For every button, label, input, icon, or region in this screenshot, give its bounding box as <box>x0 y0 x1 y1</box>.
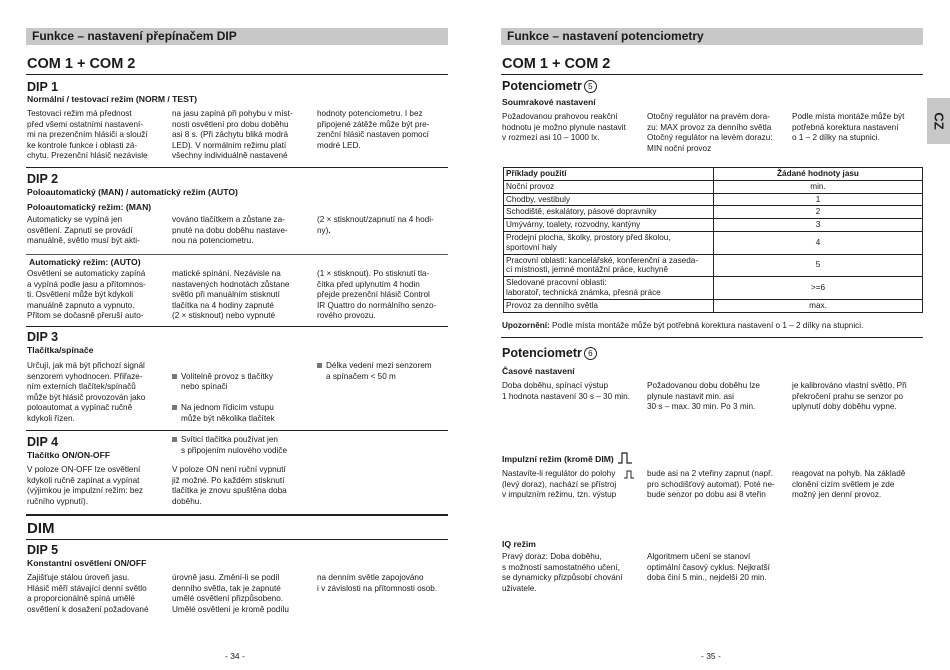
divider <box>26 167 448 168</box>
table-cell: 2 <box>714 206 923 219</box>
section-banner: Funkce – nastavení přepínačem DIP <box>26 28 448 45</box>
table-header-row <box>504 168 923 181</box>
divider <box>501 74 923 75</box>
pot6-text-col1: Doba doběhu, spínací výstup 1 hodnota nastavení 30 s – 30 min. <box>502 381 630 401</box>
iq-text-col2: Algoritmem učení se stanoví optimální časový cyklus. Nejkratší doba činí 5 min., nejdelší 20 min. <box>647 552 770 583</box>
square-bullet-icon <box>172 437 177 442</box>
page-number: - 34 - <box>225 651 245 661</box>
table-cell: 5 <box>714 254 923 277</box>
table-cell: 3 <box>714 219 923 232</box>
table-row <box>504 231 923 254</box>
table-row <box>504 180 923 193</box>
auto-text-col2: matické spínání. Nezávisle na nastavených hodnotách zůstane světlo při manuálním stisknutí tlačítka na 4 hodiny zapnuté (2 × stisknout) nebo vypnuté <box>172 269 290 321</box>
dip5-text-col1: Zajišťuje stálou úroveň jasu. Hlásič měří stávající denní světlo a proporcionálně spíná umělé osvětlení k dosažení požadované <box>27 573 149 614</box>
table-cell: Umývárny, toalety, rozvodny, kantýny <box>504 219 714 232</box>
dip1-subtitle: Normální / testovací režim (NORM / TEST) <box>27 94 197 104</box>
table-row <box>504 206 923 219</box>
divider <box>26 430 448 431</box>
divider <box>501 337 923 338</box>
list-item: Na jednom řídicím vstupu může být několika tlačítek <box>172 403 317 424</box>
table-cell: >=6 <box>714 277 923 300</box>
pot6-text-col3: je kalibrováno vlastní světlo. Při překročení prahu se senzor po uplynutí doby doběhu vypne. <box>792 381 907 412</box>
table-cell: Schodiště, eskalátory, pásové dopravníky <box>504 206 714 219</box>
square-bullet-icon <box>172 374 177 379</box>
table-cell: Prodejní plocha, školky, prostory před školou, sportovní haly <box>504 231 714 254</box>
pot6-subtitle: Časové nastavení <box>502 366 575 376</box>
list-item: Svíticí tlačítka používat jen s připojením nulového vodiče <box>172 435 317 456</box>
table-row <box>504 299 923 312</box>
dip1-text-col1: Testovací režim má přednost před všemi ostatními nastavení- mi na prezenčním hlásiči a slouží ke kontrole funkce i oblasti zá- chytu. Prezenční hlásič nezávisle <box>27 109 148 161</box>
table-row <box>504 254 923 277</box>
table-row <box>504 193 923 206</box>
dip5-subtitle: Konstantní osvětlení ON/OFF <box>27 558 147 568</box>
impulse-text-col1: Nastavíte-li regulátor do polohy (levý doraz), nachází se přístroj v impulzním režimu, tzn. výstup <box>502 469 617 500</box>
dip2-title: DIP 2 <box>27 172 59 186</box>
auto-text-col3: (1 × stisknout). Po stisknutí tla- čítka před uplynutím 4 hodin přejde prezenční hlásič Control IR Quattro do normálního senzo- rového provozu. <box>317 269 437 321</box>
pot5-text-col3: Podle místa montáže může být potřebná korektura nastavení o 1 – 2 dílky na stupnici. <box>792 112 905 143</box>
iq-title: IQ režim <box>502 539 536 549</box>
divider <box>26 514 448 516</box>
table-cell: Provoz za denního světla <box>504 299 714 312</box>
table-row <box>504 277 923 300</box>
pulse-icon <box>617 452 633 464</box>
table-cell: Pracovní oblasti: kancelářské, konferenční a zaseda- cí místnosti, jemné montážní práce, kuchyně <box>504 254 714 277</box>
pot5-title: Potenciometr 5 <box>502 79 597 93</box>
man-text-col1: Automaticky se vypíná jen osvětlení. Zapnutí se provádí manuálně, světlo musí být akti- <box>27 215 140 246</box>
iq-text-col1: Pravý doraz: Doba doběhu, s možností samostatného učení, se dynamicky přizpůsobí chování uživatele. <box>502 552 623 593</box>
pot5-text-col2: Otočný regulátor na pravém dora- zu: MAX provoz za denního světla Otočný regulátor na levém dorazu: MIN noční provoz <box>647 112 773 153</box>
note: Upozornění: Podle místa montáže může být potřebná korektura nastavení o 1 – 2 dílky na stupnici. <box>502 321 864 330</box>
dip4-subtitle: Tlačítko ON/ON-OFF <box>27 450 111 460</box>
table-cell: max. <box>714 299 923 312</box>
dip5-text-col3: na denním světle zapojováno i v závislosti na přítomnosti osob. <box>317 573 438 593</box>
section-banner: Funkce – nastavení potenciometry <box>501 28 923 45</box>
dip1-text-col2: na jasu zapíná při pohybu v míst- nosti osvětlení pro dobu doběhu asi 8 s. (Při záchytu bliká modrá LED). V normálním režimu platí všechny individuálně nastavené <box>172 109 293 161</box>
com-title: COM 1 + COM 2 <box>502 56 611 72</box>
list-item: Volitelně provoz s tlačítky nebo spínači <box>172 372 317 393</box>
man-mode-title: Poloautomatický režim: (MAN) <box>27 202 152 212</box>
pot6-text-col2: Požadovanou dobu doběhu lze plynule nastavit min. asi 30 s – max. 30 min. Po 3 min. <box>647 381 760 412</box>
divider <box>26 326 448 327</box>
table-cell: Sledované pracovní oblasti: laboratoř, technická známka, přesná práce <box>504 277 714 300</box>
table-cell: 1 <box>714 193 923 206</box>
dip3-bullet-list <box>172 361 317 467</box>
pot5-subtitle: Soumrakové nastavení <box>502 97 596 107</box>
page-number: - 35 - <box>701 651 721 661</box>
divider <box>26 74 448 75</box>
table-row <box>504 219 923 232</box>
dip3-title: DIP 3 <box>27 330 59 344</box>
pot6-title: Potenciometr 6 <box>502 346 597 360</box>
dip3-subtitle: Tlačítka/spínače <box>27 345 94 355</box>
circled-number-icon: 5 <box>584 80 597 93</box>
language-side-tab: CZ <box>927 98 950 144</box>
dim-title: DIM <box>27 520 55 537</box>
circled-number-icon: 6 <box>584 347 597 360</box>
auto-mode-title: Automatický režim: (AUTO) <box>29 257 141 267</box>
dip4-text-col2: V poloze ON není ruční vypnutí již možné. Po každém stisknutí tlačítka je znovu spuštěna doba doběhu. <box>172 465 287 506</box>
square-bullet-icon <box>172 405 177 410</box>
divider <box>26 254 448 255</box>
square-bullet-icon <box>317 363 322 368</box>
auto-text-col1: Osvětlení se automaticky zapíná a vypíná podle jasu a přítomnos- ti. Osvětlení může být kdykoli manuálně zapnuto a vypnuto. Přitom se dočasně přeruší auto- <box>27 269 146 321</box>
dip1-title: DIP 1 <box>27 80 59 94</box>
com-title: COM 1 + COM 2 <box>27 56 136 72</box>
dip5-text-col2: úrovně jasu. Změní-li se podíl denního světla, tak je zapnuté umělé osvětlení přizpůsobeno. Umělé osvětlení je kromě podílu <box>172 573 289 614</box>
impulse-text-col2: bude asi na 2 vteřiny zapnut (např. pro schodišťový automat). Poté ne- bude senzor po dobu asi 8 vteřin <box>647 469 775 500</box>
man-text-col2: vováno tlačítkem a zůstane za- pnuté na dobu doběhu nastave- nou na potenciometru. <box>172 215 288 246</box>
table-cell: Chodby, vestibuly <box>504 193 714 206</box>
pot5-text-col1: Požadovanou prahovou reakční hodnotu je možno plynule nastavit v rozmezí asi 10 – 1000 lx. <box>502 112 626 143</box>
man-text-col3: (2 × stisknout/zapnutí na 4 hodi- ny). <box>317 215 434 235</box>
dip4-text-col1: V poloze ON-OFF lze osvětlení kdykoli ručně zapínat a vypínat (výjimkou je impulzní režim: bez ručního vypnutí). <box>27 465 144 506</box>
dip3-bullet-col3: Délka vedení mezi senzorem a spínačem < 50 m <box>317 361 452 382</box>
dip5-title: DIP 5 <box>27 543 59 557</box>
dip1-text-col3: hodnoty potenciometru. I bez připojené zátěže může být pre- zenční hlásič nastaven pomocí modré LED. <box>317 109 430 150</box>
impulse-title: Impulzní režim (kromě DIM) <box>502 452 633 464</box>
pulse-icon <box>623 470 635 479</box>
dip4-title: DIP 4 <box>27 435 59 449</box>
table-cell: min. <box>714 180 923 193</box>
dip3-text-col1: Určují, jak má být přichozí signál senzorem vyhodnocen. Přiřaze- ním externích tlačítek/spínačů může být hlásič provozován jako poloautomat a vypínač ručně kdykoli řízen. <box>27 361 146 423</box>
impulse-text-col3: reagovat na pohyb. Na základě clonění cizím světlem je zde možný jen denní provoz. <box>792 469 906 500</box>
table-header: Žádané hodnoty jasu <box>714 168 923 181</box>
right-page <box>475 0 950 670</box>
divider <box>26 539 448 540</box>
brightness-table <box>503 167 923 313</box>
table-header: Příklady použití <box>504 168 714 181</box>
table-cell: 4 <box>714 231 923 254</box>
table-cell: Noční provoz <box>504 180 714 193</box>
dip2-subtitle: Poloautomatický (MAN) / automatický režim (AUTO) <box>27 187 238 197</box>
